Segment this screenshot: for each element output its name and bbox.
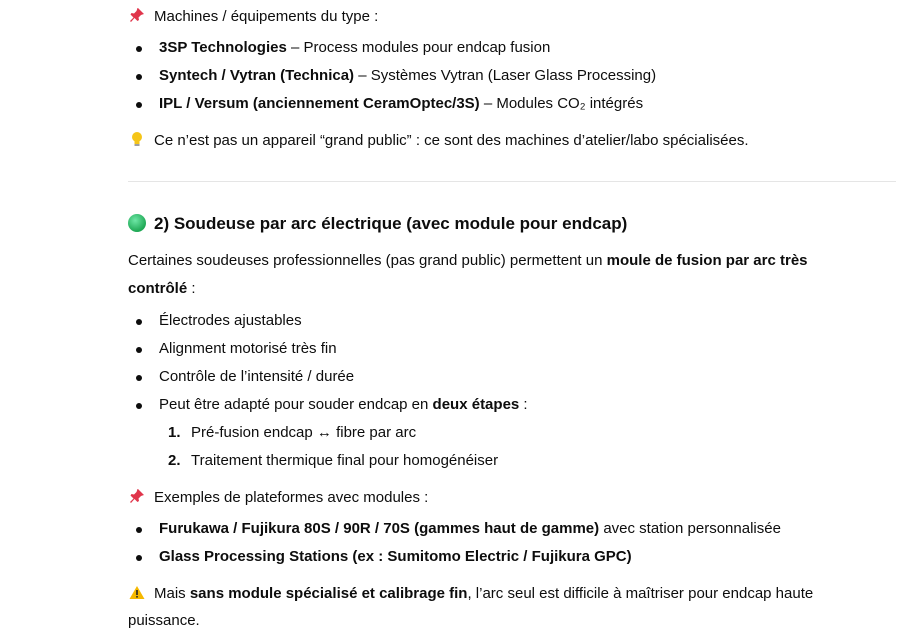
- examples-intro-line: [128, 487, 428, 508]
- list-item: [128, 94, 643, 114]
- example-desc: avec station personnalisée: [599, 520, 781, 537]
- bullet: [136, 74, 142, 80]
- pushpin-icon: [128, 487, 146, 507]
- intro-text: Certaines soudeuses professionnelles (pas grand public) permettent un: [128, 252, 607, 269]
- list-item: [128, 547, 632, 567]
- lightbulb-icon: [128, 130, 146, 150]
- bullet: [136, 375, 142, 381]
- feature-text: Peut être adapté pour souder endcap en: [159, 396, 433, 413]
- machine-name: IPL / Versum (anciennement CeramOptec/3S): [159, 95, 480, 112]
- section-heading: [128, 214, 627, 234]
- bullet: [136, 102, 142, 108]
- machine-desc: – Systèmes Vytran (Laser Glass Processing): [354, 67, 657, 84]
- feature-text: Alignment motorisé très fin: [159, 340, 337, 357]
- bullet: [136, 46, 142, 52]
- warning-text: , l’arc seul est difficile à maîtriser pour endcap haute: [467, 585, 814, 602]
- step-text: Traitement thermique final pour homogénéiser: [191, 452, 499, 469]
- step-text: Pré-fusion endcap ↔ fibre par arc: [191, 424, 417, 441]
- feature-text: Électrodes ajustables: [159, 312, 302, 329]
- intro-paragraph-line2: [128, 279, 196, 299]
- bullet: [136, 347, 142, 353]
- intro-text: :: [187, 280, 196, 297]
- machine-name: 3SP Technologies: [159, 39, 287, 56]
- machines-intro-line: [128, 6, 378, 27]
- list-item: [128, 367, 354, 387]
- bullet: [136, 555, 142, 561]
- warning-bold: sans module spécialisé et calibrage fin: [189, 585, 468, 602]
- intro-bold: moule de fusion par arc très: [606, 252, 808, 269]
- numbered-item: [128, 451, 498, 471]
- list-item: [128, 519, 781, 539]
- machine-desc: – Process modules pour endcap fusion: [286, 39, 551, 56]
- bullet: [136, 527, 142, 533]
- divider: [128, 181, 896, 182]
- feature-bold: deux étapes: [432, 396, 520, 413]
- warning-icon: [128, 583, 146, 603]
- note-line: [128, 130, 749, 151]
- machine-name: Syntech / Vytran (Technica): [159, 67, 355, 84]
- pushpin-icon: [128, 6, 146, 26]
- feature-text: :: [519, 396, 528, 413]
- section-heading-text: 2) Soudeuse par arc électrique (avec module pour endcap): [154, 214, 628, 233]
- feature-text: Contrôle de l’intensité / durée: [159, 368, 355, 385]
- warning-text: puissance.: [128, 612, 200, 629]
- numbered-item: [128, 423, 416, 443]
- bullet: [136, 319, 142, 325]
- list-item: [128, 38, 550, 58]
- machine-desc: – Modules CO₂ intégrés: [479, 95, 644, 112]
- example-name: Furukawa / Fujikura 80S / 90R / 70S (gammes haut de gamme): [159, 520, 600, 537]
- bullet: [136, 403, 142, 409]
- machines-intro-text: Machines / équipements du type :: [154, 8, 379, 25]
- note-text: Ce n’est pas un appareil “grand public” : ce sont des machines d’atelier/labo spécialisées.: [154, 132, 749, 149]
- list-item: [128, 66, 656, 86]
- warning-line2: [128, 611, 200, 631]
- examples-intro-text: Exemples de plateformes avec modules :: [154, 489, 429, 506]
- green-circle-icon: [128, 214, 146, 232]
- list-item: [128, 311, 302, 331]
- list-item: [128, 339, 337, 359]
- warning-text: Mais: [154, 585, 190, 602]
- warning-line1: [128, 583, 813, 604]
- list-item: [128, 395, 528, 415]
- step-number: 1.: [168, 424, 181, 441]
- intro-paragraph-line1: [128, 251, 808, 271]
- intro-bold: contrôlé: [128, 280, 188, 297]
- example-name: Glass Processing Stations (ex : Sumitomo Electric / Fujikura GPC): [159, 548, 632, 565]
- step-number: 2.: [168, 452, 181, 469]
